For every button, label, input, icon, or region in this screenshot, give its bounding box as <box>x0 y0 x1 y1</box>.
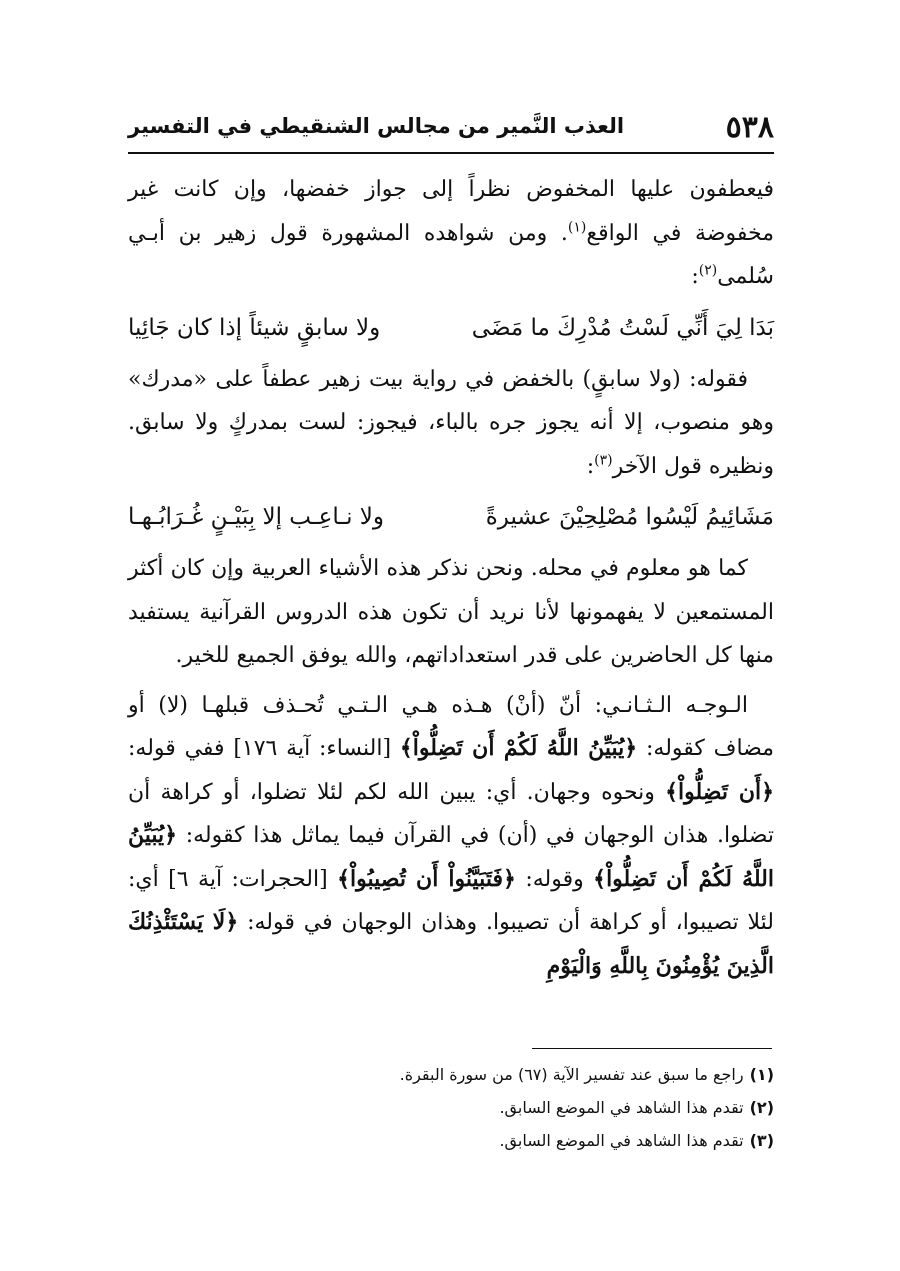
quran-quote-5: ﴿لَا يَسْتَئْذِنُكَ الَّذِينَ يُؤْمِنُونَ بِاللَّهِ وَالْيَوْمِ <box>128 909 774 979</box>
page-body <box>128 168 774 988</box>
verse-2-first-hemistich: مَشَائِيمُ لَيْسُوا مُصْلِحِيْنَ عشيرةً <box>485 504 774 530</box>
footnote-text: راجع ما سبق عند تفسير الآية (٦٧) من سورة البقرة. <box>399 1065 744 1084</box>
paragraph-4-text-b: [النساء: آية ١٧٦] ففي قوله: <box>128 736 392 761</box>
footnote-text: تقدم هذا الشاهد في الموضع السابق. <box>499 1131 744 1150</box>
quran-quote-1: ﴿يُبَيِّنُ اللَّهُ لَكُمْ أَن تَضِلُّواْ﴾ <box>399 735 638 761</box>
paragraph-2-text: فقوله: (ولا سابقٍ) بالخفض في رواية بيت زهير عطفاً على «مدرك» وهو منصوب، إلا أنه يجوز جره بالباء، فيجوز: لست بمدركٍ ولا سابق. ونظيره قول الآخر <box>128 366 774 479</box>
quran-quote-3: ﴿يُبَيِّنُ اللَّهُ لَكُمْ أَن تَضِلُّواْ﴾ <box>128 822 774 892</box>
footnote-ref-2[interactable]: (٢) <box>698 262 718 279</box>
paragraph-4-text-d: وقوله: <box>525 866 584 892</box>
header-rule <box>128 152 774 154</box>
verse-1-second-hemistich: ولا سابقٍ شيئاً إذا كان جَائِيا <box>128 314 381 341</box>
paragraph-4 <box>128 684 774 989</box>
verse-1-first-hemistich: بَدَا لِيَ أَنِّي لَسْتُ مُدْرِكَ ما مَضَى <box>471 314 774 341</box>
footnote-ref-1[interactable]: (١) <box>567 219 587 236</box>
paragraph-1 <box>128 168 774 299</box>
footnote-2 <box>128 1091 774 1124</box>
paragraph-4-text-a: الـوجـه الـثـانـي: أنّ (أنْ) هـذه هـي الـتـي تُحـذف قبلهـا (لا) أو مضاف كقوله: <box>128 692 775 761</box>
page-number: ٥٣٨ <box>725 110 774 145</box>
footnote-3 <box>128 1124 774 1157</box>
verse-2-second-hemistich: ولا نـاعِـب إلا بِبَيْـنٍ غُـرَابُـهـا <box>128 504 385 530</box>
quran-quote-4: ﴿فَتَبَيَّنُواْ أَن تُصِيبُواْ﴾ <box>337 865 516 892</box>
footnote-number: (٣) <box>749 1131 774 1150</box>
footnote-1 <box>128 1058 774 1091</box>
running-title: العذب النَّمير من مجالس الشنقيطي في التفسير <box>128 114 625 138</box>
footnote-separator <box>532 1048 772 1049</box>
paragraph-4-text-c: ونحوه وجهان. أي: يبين الله لكم لئلا تضلوا، أو كراهة أن تضلوا. هذان الوجهان في (أن) في القرآن فيما يماثل هذا كقوله: <box>128 779 775 848</box>
paragraph-1-text: فيعطفون عليها المخفوض نظراً إلى جواز خفضها، وإن كانت غير مخفوضة في الواقع <box>128 177 774 246</box>
paragraph-2 <box>128 358 774 489</box>
footnote-text: تقدم هذا الشاهد في الموضع السابق. <box>499 1098 744 1117</box>
paragraph-4-text-e: [الحجرات: آية ٦] أي: لئلا تصيبوا، أو كراهة أن تصيبوا. وهذان الوجهان في قوله: <box>128 866 774 935</box>
page-header <box>128 110 774 150</box>
footnote-number: (١) <box>749 1065 774 1084</box>
poetry-verse-2 <box>128 494 774 541</box>
poetry-verse-1 <box>128 305 774 352</box>
footnotes <box>128 1058 774 1157</box>
paragraph-2-text-b: : <box>586 453 595 479</box>
footnote-number: (٢) <box>749 1098 774 1117</box>
paragraph-1-text-c: : <box>691 264 699 289</box>
quran-quote-2: ﴿أَن تَضِلُّواْ﴾ <box>665 778 774 805</box>
paragraph-3: كما هو معلوم في محله. ونحن نذكر هذه الأشياء العربية وإن كان أكثر المستمعين لا يفهمونها لأنا نريد أن تكون هذه الدروس القرآنية يستفيد منها كل الحاضرين على قدر استعداداتهم، والله يوفق الجميع للخير. <box>128 556 774 668</box>
footnote-ref-3[interactable]: (٣) <box>594 452 613 469</box>
paragraph-1-text-b: . ومن شواهده المشهورة قول زهير بن أبـي سُلمى <box>128 220 774 289</box>
